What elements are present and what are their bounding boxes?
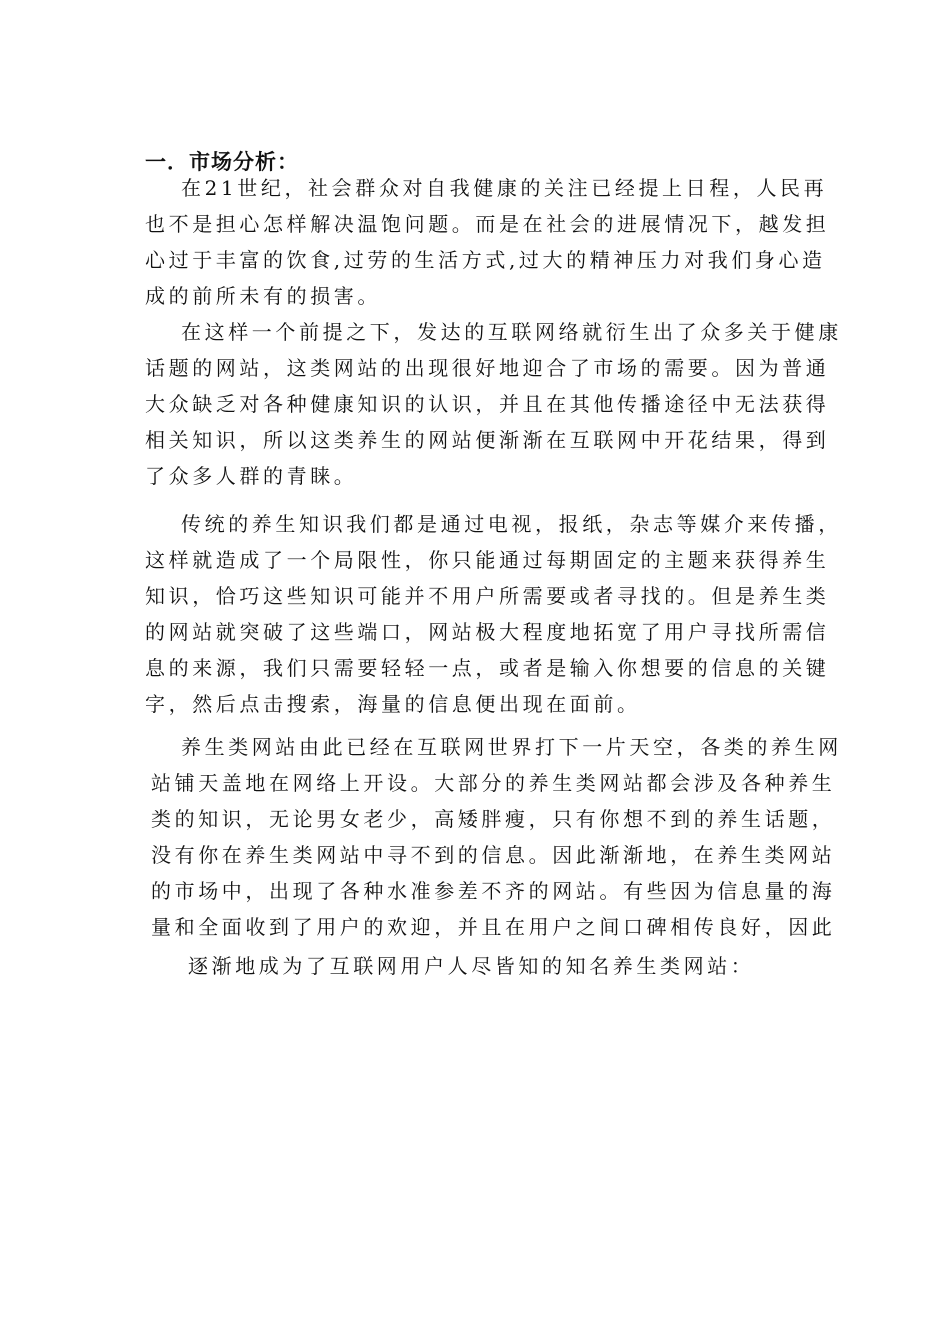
paragraph-2-line-3: 大众缺乏对各种健康知识的认识，并且在其他传播途径中无法获得 [145, 392, 830, 416]
paragraph-4-line-5: 的市场中，出现了各种水准参差不齐的网站。有些因为信息量的海 [151, 879, 836, 903]
paragraph-4-line-4: 没有你在养生类网站中寻不到的信息。因此渐渐地，在养生类网站 [151, 843, 836, 867]
paragraph-4-line-1: 养生类网站由此已经在互联网世界打下一片天空，各类的养生网 [181, 735, 842, 759]
paragraph-4-line-7: 逐渐地成为了互联网用户人尽皆知的知名养生类网站： [188, 954, 755, 978]
paragraph-1-line-1: 在21世纪，社会群众对自我健康的关注已经提上日程，人民再 [181, 176, 828, 200]
paragraph-3-line-6: 字，然后点击搜索，海量的信息便出现在面前。 [145, 692, 641, 716]
paragraph-3-line-3: 知识，恰巧这些知识可能并不用户所需要或者寻找的。但是养生类 [145, 584, 830, 608]
paragraph-1-line-2: 也不是担心怎样解决温饱问题。而是在社会的进展情况下，越发担 [145, 212, 830, 236]
paragraph-2-line-1: 在这样一个前提之下，发达的互联网络就衍生出了众多关于健康 [181, 320, 842, 344]
section-heading: 一．市场分析： [145, 150, 299, 174]
paragraph-3-line-1: 传统的养生知识我们都是通过电视，报纸，杂志等媒介来传播， [181, 512, 842, 536]
paragraph-2-line-4: 相关知识，所以这类养生的网站便渐渐在互联网中开花结果，得到 [145, 428, 830, 452]
paragraph-2-line-5: 了众多人群的青睐。 [145, 464, 358, 488]
paragraph-1-line-3: 心过于丰富的饮食,过劳的生活方式,过大的精神压力对我们身心造 [145, 248, 826, 272]
paragraph-3-line-2: 这样就造成了一个局限性，你只能通过每期固定的主题来获得养生 [145, 548, 830, 572]
paragraph-1-line-4: 成的前所未有的损害。 [145, 284, 381, 308]
paragraph-2-line-2: 话题的网站，这类网站的出现很好地迎合了市场的需要。因为普通 [145, 356, 830, 380]
paragraph-4-line-3: 类的知识，无论男女老少，高矮胖瘦，只有你想不到的养生话题， [151, 807, 836, 831]
paragraph-4-line-2: 站铺天盖地在网络上开设。大部分的养生类网站都会涉及各种养生 [151, 771, 836, 795]
paragraph-3-line-4: 的网站就突破了这些端口，网站极大程度地拓宽了用户寻找所需信 [145, 620, 830, 644]
paragraph-4-line-6: 量和全面收到了用户的欢迎，并且在用户之间口碑相传良好，因此 [151, 915, 836, 939]
paragraph-3-line-5: 息的来源，我们只需要轻轻一点，或者是输入你想要的信息的关键 [145, 656, 830, 680]
